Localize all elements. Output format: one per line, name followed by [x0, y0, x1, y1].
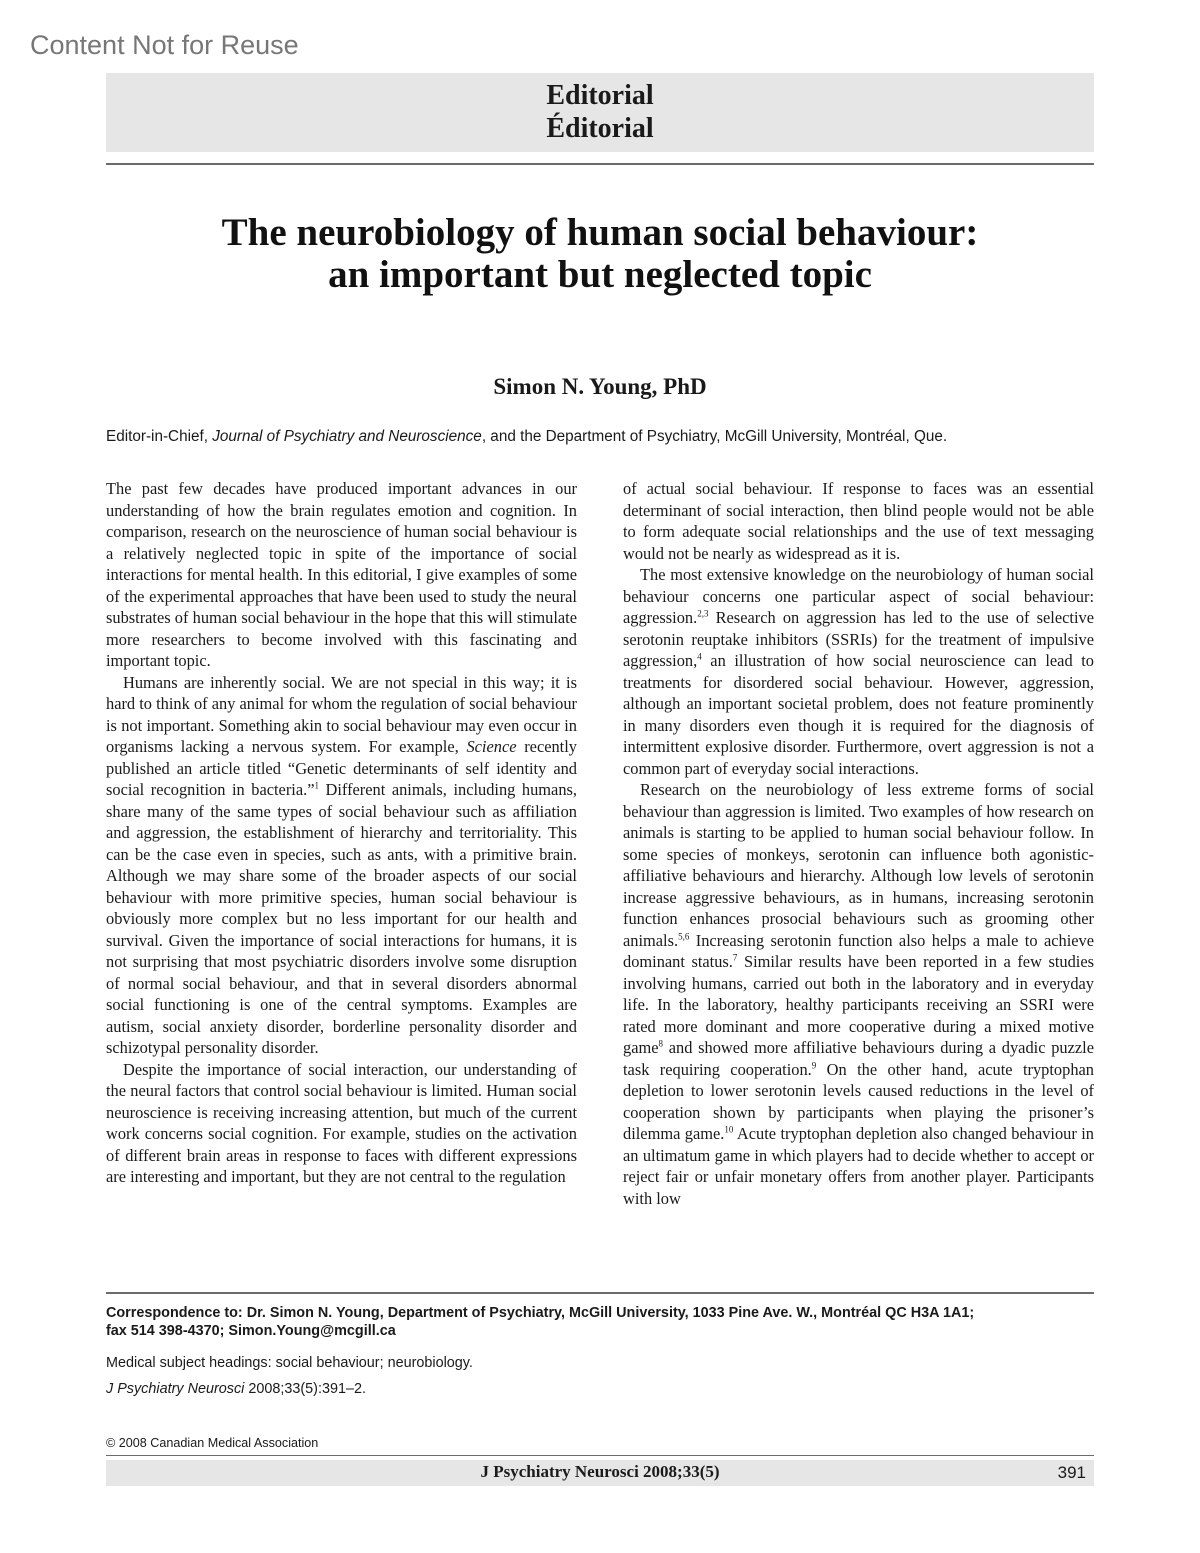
affiliation-journal: Journal of Psychiatry and Neuroscience — [212, 428, 482, 445]
correspondence — [106, 1304, 1094, 1340]
text-run: On the other hand, acute tryptophan depletion to lower serotonin levels caused reductions in the level of cooperation shown by participants when playing the prisoner’s dilemma game. — [623, 1059, 1094, 1143]
affiliation-suffix: , and the Department of Psychiatry, McGill University, Montréal, Que. — [481, 428, 948, 445]
reference-marker: 4 — [697, 651, 702, 662]
watermark: Content Not for Reuse — [30, 30, 299, 60]
reference-marker: 7 — [732, 952, 738, 963]
affiliation-prefix: Editor-in-Chief, — [106, 428, 213, 445]
reference-marker: 8 — [658, 1038, 663, 1049]
section-label-fr: Éditorial — [546, 113, 654, 144]
page-footer — [106, 1460, 1094, 1486]
author-name: Simon N. Young, PhD — [493, 374, 707, 399]
author-affiliation — [106, 428, 1106, 446]
title-line-1: The neurobiology of human social behaviour: — [221, 211, 979, 254]
paragraph-social-nature — [106, 672, 577, 1059]
reference-marker: 1 — [314, 780, 319, 791]
section-header — [106, 73, 1094, 152]
text-run: Different animals, including humans, share many of the same types of social behaviour such as affiliation and aggression, the establishment of hierarchy and territoriality. This can be the case even in species, such as ants, with a primitive brain. Although we may share some of the broader aspects of our social behaviour with more primitive species, human social behaviour is obviously more complex but no less important for our health and survival. Given the importance of social interactions for humans, it is not surprising that most psychiatric disorders involve some disruption of normal social behaviour, and that in several disorders abnormal social functioning is one of the central symptoms. Examples are autism, social anxiety disorder, borderline personality disorder and schizotypal personality disorder. — [106, 780, 577, 1057]
title-line-2: an important but neglected topic — [328, 253, 872, 296]
body-column-left — [106, 478, 577, 1188]
section-label-en: Editorial — [546, 80, 654, 111]
footer-journal: J Psychiatry Neurosci 2008;33(5) — [480, 1462, 720, 1481]
paragraph-neural-factors: Despite the importance of social interaction, our understanding of the neural factors that control social behaviour is limited. Human social neuroscience is receiving increasing attention, but much of the current work concerns social cognition. For example, studies on the activation of different brain areas in response to faces with different expressions are interesting and important, but they are not central to the regulation — [106, 1059, 577, 1186]
correspondence-line-2: fax 514 398-4370; Simon.Young@mcgill.ca — [106, 1323, 396, 1339]
footer-rule — [106, 1455, 1094, 1456]
reference-marker: 5,6 — [678, 931, 690, 942]
article-citation — [106, 1381, 366, 1397]
correspondence-line-1: Correspondence to: Dr. Simon N. Young, Department of Psychiatry, McGill University, 1033 Pine Ave. W., Montréal QC H3A 1A1; — [106, 1305, 975, 1321]
text-run: Increasing serotonin function also helps a male to achieve dominant status. — [623, 930, 1094, 971]
mesh-headings: Medical subject headings: social behaviour; neurobiology. — [106, 1355, 473, 1371]
text-run: Research on the neurobiology of less extreme forms of social behaviour than aggression is limited. Two examples of how research on animals is starting to be applied to human social behaviour follow. In some species of monkeys, serotonin can influence both agonistic-affiliative behaviours and hierarchy. Although low levels of serotonin increase aggressive behaviours, as in humans, increasing serotonin function enhances prosocial behaviours such as grooming other animals. — [623, 780, 1094, 950]
reference-marker: 10 — [724, 1124, 734, 1135]
paragraph-serotonin — [623, 779, 1094, 1209]
paragraph-aggression — [623, 564, 1094, 779]
text-run: The most extensive knowledge on the neurobiology of human social behaviour concerns one particular aspect of social behaviour: aggression. — [623, 565, 1094, 627]
text-run: recently published an article titled “Genetic determinants of self identity and social recognition in bacteria.” — [106, 737, 577, 799]
citation-details: 2008;33(5):391–2. — [244, 1381, 366, 1397]
paragraph-intro: The past few decades have produced important advances in our understanding of how the brain regulates emotion and cognition. In comparison, research on the neuroscience of human social behaviour is a relatively neglected topic in spite of the importance of social interactions for mental health. In this editorial, I give examples of some of the experimental approaches that have been used to study the neural substrates of human social behaviour in the hope that this will stimulate more researchers to become involved with this fascinating and important topic. — [106, 479, 577, 670]
header-rule — [106, 163, 1094, 165]
citation-journal: J Psychiatry Neurosci — [106, 1381, 245, 1397]
article-title — [106, 212, 1094, 296]
text-run: Research on aggression has led to the use of selective serotonin reuptake inhibitors (SSRIs) for the treatment of impulsive aggression, — [623, 608, 1094, 670]
text-run: Acute tryptophan depletion also changed behaviour in an ultimatum game in which players had to decide whether to accept or reject fair or unfair monetary offers from another player. Participants with low — [623, 1124, 1094, 1208]
body-column-right — [623, 478, 1094, 1209]
reference-marker: 2,3 — [697, 608, 709, 619]
copyright-notice: © 2008 Canadian Medical Association — [106, 1436, 319, 1450]
text-run: Similar results have been reported in a few studies involving humans, carried out both in the laboratory and in everyday life. In the laboratory, healthy participants receiving an SSRI were rated more dominant and more cooperative during a mixed motive game — [623, 952, 1094, 1057]
footnote-rule — [106, 1292, 1094, 1294]
text-run: Humans are inherently social. We are not special in this way; it is hard to think of any animal for whom the regulation of social behaviour is not important. Something akin to social behaviour may even occur in organisms lacking a nervous system. For example, — [106, 672, 577, 756]
paragraph-continuation: of actual social behaviour. If response to faces was an essential determinant of social interaction, then blind people would not be able to form adequate social relationships and the use of text messaging would not be nearly as widespread as it is. — [623, 479, 1094, 563]
text-run: and showed more affiliative behaviours during a dyadic puzzle task requiring cooperation. — [623, 1038, 1094, 1079]
journal-name-science: Science — [466, 737, 517, 756]
text-run: an illustration of how social neuroscience can lead to treatments for disordered social behaviour. However, aggression, although an important societal problem, does not feature prominently in many disorders even though it is required for the diagnosis of intermittent explosive disorder. Furthermore, overt aggression is not a common part of everyday social interactions. — [623, 651, 1094, 778]
page-number: 391 — [1057, 1463, 1086, 1482]
reference-marker: 9 — [811, 1060, 817, 1071]
